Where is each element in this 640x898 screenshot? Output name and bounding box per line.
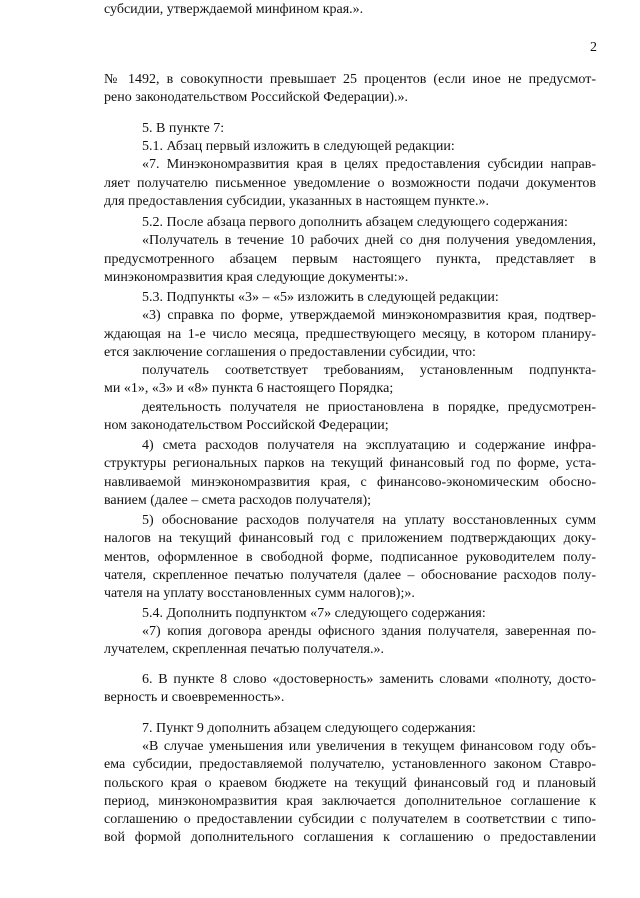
text-line: 5.4. Дополнить подпунктом «7» следующего содержания: [142, 605, 486, 621]
text-line: «7) копия договора аренды офисного здания получателя, заверенная по- [142, 623, 596, 639]
text-line: «В случае уменьшения или увеличения в текущем финансовом году объ- [142, 738, 596, 754]
text-line: чателя, скрепленное печатью получателя (далее – обоснование расходов полу- [104, 568, 596, 584]
text-line: получатель соответствует требованиям, установленным подпункта- [142, 363, 596, 379]
text-line: чателя на уплату восстановленных сумм налогов);». [104, 586, 415, 602]
text-line: 5) обоснование расходов получателя на уплату восстановленных сумм [142, 513, 596, 529]
text-line: ванием (далее – смета расходов получателя); [104, 493, 372, 509]
text-line: «7. Минэкономразвития края в целях предоставления субсидии направ- [142, 157, 596, 173]
text-line: ном законодательством Российской Федерации; [104, 418, 389, 434]
text-line: «Получатель в течение 10 рабочих дней со дня получения уведомления, [142, 233, 596, 249]
text-line: 5.2. После абзаца первого дополнить абзацем следующего содержания: [142, 214, 568, 230]
text-line: лучателем, скрепленная печатью получателя.». [104, 642, 384, 658]
text-line: налогов на текущий финансовый год с приложением подтверждающих доку- [104, 531, 596, 547]
text-line: верность и своевременность». [104, 690, 285, 706]
text-line: 4) смета расходов получателя на эксплуатацию и содержание инфра- [142, 438, 596, 454]
text-line: ментов, оформленное в свободной форме, подписанное руководителем полу- [104, 549, 596, 565]
page-number: 2 [590, 40, 597, 55]
text-line: субсидии, утверждаемой минфином края.». [104, 2, 364, 17]
text-line: рено законодательством Российской Федерации).». [104, 90, 409, 106]
text-line: предусмотренного абзацем первым настоящего пункта, представляет в [104, 251, 596, 267]
text-line: вой формой дополнительного соглашения к соглашению о предоставлении [104, 830, 596, 846]
text-line: ждающая на 1-е число месяца, предшествующего месяцу, в котором планиру- [104, 326, 596, 342]
text-line: 5. В пункте 7: [142, 120, 225, 136]
text-line: навливаемой минэкономразвития края, с финансово-экономическим обосно- [104, 474, 596, 490]
text-line: для предоставления субсидии, указанных в настоящем пункте.». [104, 194, 489, 210]
text-line: 5.1. Абзац первый изложить в следующей редакции: [142, 139, 455, 155]
text-line: ляет получателю письменное уведомление о возможности подачи документов [104, 175, 596, 191]
text-line: 7. Пункт 9 дополнить абзацем следующего содержания: [142, 720, 476, 736]
text-line: № 1492, в совокупности превышает 25 процентов (если иное не предусмот- [104, 72, 596, 87]
text-line: период, минэкономразвития края заключается дополнительное соглашение к [104, 793, 596, 809]
text-line: соглашению о предоставлении субсидии с получателем в соответствии с типо- [104, 812, 596, 828]
text-line: «3) справка по форме, утверждаемой минэкономразвития края, подтвер- [142, 308, 596, 324]
text-line: 6. В пункте 8 слово «достоверность» заменить словами «полноту, досто- [142, 671, 596, 687]
text-line: ми «1», «3» и «8» пункта 6 настоящего Порядка; [104, 381, 394, 397]
text-line: деятельность получателя не приостановлена в порядке, предусмотрен- [142, 399, 596, 415]
text-line: минэкономразвития края следующие документы:». [104, 269, 409, 285]
text-line: ема субсидии, предоставляемой получателю, установленного законом Ставро- [104, 757, 596, 773]
text-line: 5.3. Подпункты «3» – «5» изложить в следующей редакции: [142, 289, 499, 305]
text-line: ется заключение соглашения о предоставлении субсидии, что: [104, 344, 476, 360]
text-line: польского края о краевом бюджете на текущий финансовый год и плановый [104, 775, 596, 791]
text-line: структуры региональных парков на текущий финансовый год по форме, уста- [104, 456, 596, 472]
